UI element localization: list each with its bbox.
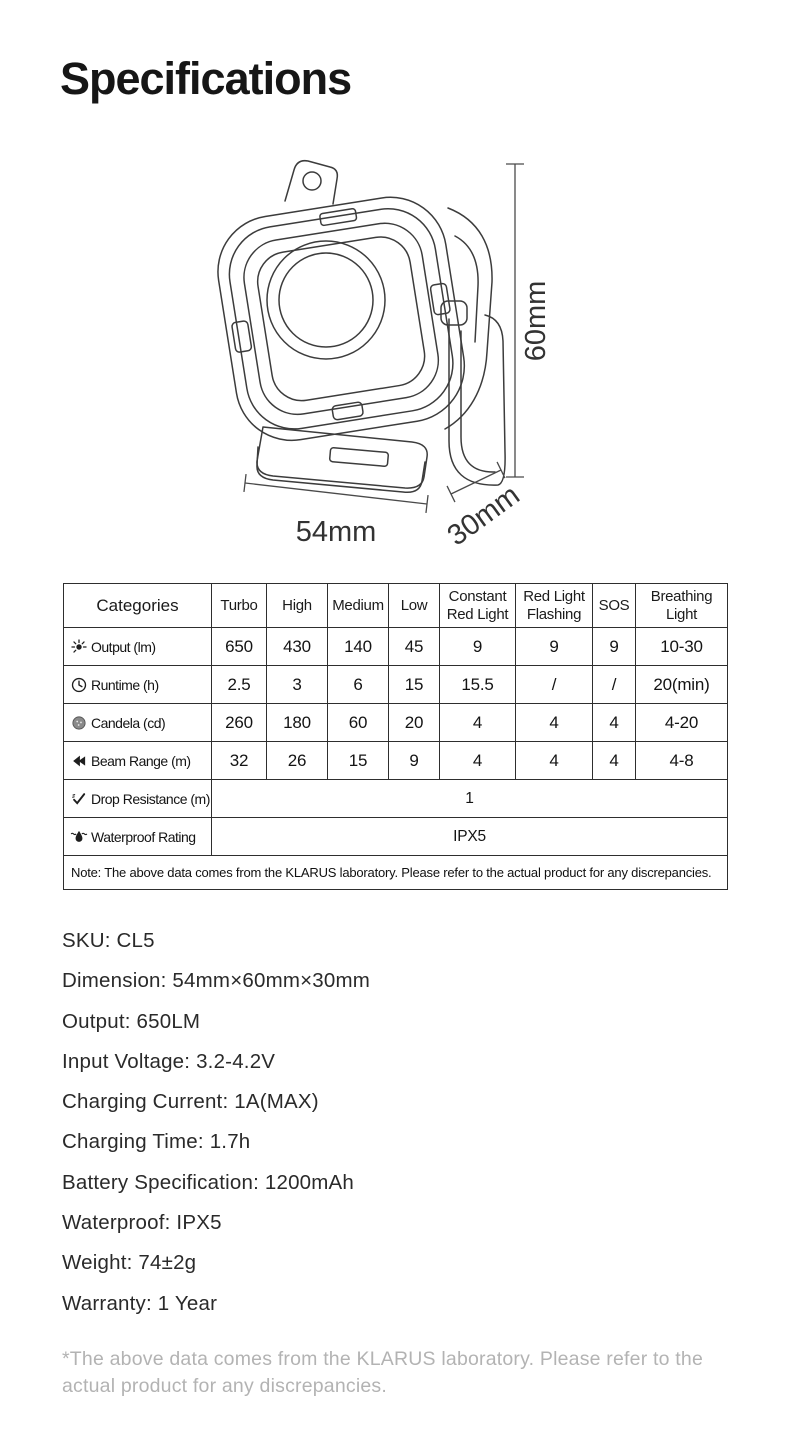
spec-line: Charging Current: 1A(MAX) bbox=[62, 1090, 319, 1114]
table-cell: 4-8 bbox=[636, 742, 728, 780]
table-cell: 10-30 bbox=[636, 628, 728, 666]
spec-table bbox=[63, 583, 728, 890]
spec-line: Charging Time: 1.7h bbox=[62, 1130, 251, 1154]
table-cell-span: 1 bbox=[212, 780, 728, 818]
table-cell: / bbox=[516, 666, 593, 704]
lantern-line-drawing bbox=[210, 161, 505, 493]
row-label-cell bbox=[64, 780, 212, 818]
col-header-8: Breathing Light bbox=[636, 584, 728, 628]
table-cell: 20 bbox=[389, 704, 440, 742]
row-label: Runtime (h) bbox=[91, 676, 159, 693]
table-cell: 9 bbox=[516, 628, 593, 666]
hanging-tab bbox=[285, 161, 337, 204]
table-cell: 140 bbox=[328, 628, 389, 666]
table-cell: 180 bbox=[267, 704, 328, 742]
table-cell: / bbox=[593, 666, 636, 704]
spec-line: SKU: CL5 bbox=[62, 929, 155, 952]
table-cell: 4-20 bbox=[636, 704, 728, 742]
col-header-3: Medium bbox=[328, 584, 389, 628]
row-label-cell bbox=[64, 704, 212, 742]
table-cell: 4 bbox=[516, 742, 593, 780]
row-label-cell bbox=[64, 742, 212, 780]
spec-line: Dimension: 54mm×60mm×30mm bbox=[62, 969, 371, 993]
row-label: Output (lm) bbox=[91, 638, 156, 655]
spec-line: Weight: 74±2g bbox=[62, 1251, 197, 1275]
row-label: Drop Resistance (m) bbox=[91, 790, 210, 807]
table-header-row bbox=[64, 584, 728, 628]
table-row bbox=[64, 780, 728, 818]
row-label: Beam Range (m) bbox=[91, 752, 191, 769]
table-cell: 15.5 bbox=[440, 666, 516, 704]
spec-line: Output: 650LM bbox=[62, 1009, 201, 1033]
table-row bbox=[64, 704, 728, 742]
table-row bbox=[64, 818, 728, 856]
table-cell: 4 bbox=[516, 704, 593, 742]
lens bbox=[267, 241, 385, 359]
table-cell: 15 bbox=[328, 742, 389, 780]
table-cell: 60 bbox=[328, 704, 389, 742]
table-cell: 4 bbox=[593, 742, 636, 780]
row-label-cell bbox=[64, 628, 212, 666]
product-diagram bbox=[120, 140, 590, 580]
page-title: Specifications bbox=[60, 53, 352, 104]
waterproof-icon bbox=[70, 828, 88, 846]
col-header-6: Red Light Flashing bbox=[516, 584, 593, 628]
table-note-row bbox=[64, 856, 728, 890]
beam-range-icon bbox=[70, 752, 88, 770]
table-cell: 650 bbox=[212, 628, 267, 666]
light-output-icon bbox=[70, 638, 88, 656]
col-header-2: High bbox=[267, 584, 328, 628]
table-cell: 4 bbox=[440, 742, 516, 780]
depth-dimension-label: 30mm bbox=[441, 479, 526, 553]
table-cell: 15 bbox=[389, 666, 440, 704]
table-cell: 9 bbox=[440, 628, 516, 666]
spec-line: Battery Specification: 1200mAh bbox=[62, 1170, 355, 1194]
table-cell: 260 bbox=[212, 704, 267, 742]
col-header-0: Categories bbox=[64, 584, 212, 628]
height-dimension-label: 60mm bbox=[520, 280, 552, 362]
width-dimension-label: 54mm bbox=[295, 516, 377, 548]
row-label-cell bbox=[64, 666, 212, 704]
spec-list bbox=[62, 921, 370, 1324]
table-cell-span: IPX5 bbox=[212, 818, 728, 856]
table-row bbox=[64, 666, 728, 704]
table-cell: 2.5 bbox=[212, 666, 267, 704]
table-cell: 45 bbox=[389, 628, 440, 666]
dimension-lines bbox=[244, 164, 524, 513]
col-header-7: SOS bbox=[593, 584, 636, 628]
table-cell: 9 bbox=[593, 628, 636, 666]
drop-resistance-icon bbox=[70, 790, 88, 808]
table-cell: 4 bbox=[593, 704, 636, 742]
clock-icon bbox=[70, 676, 88, 694]
row-label: Waterproof Rating bbox=[91, 828, 196, 845]
table-note: Note: The above data comes from the KLARUS laboratory. Please refer to the actual product for any discrepancies. bbox=[64, 856, 728, 890]
spec-line: Input Voltage: 3.2-4.2V bbox=[62, 1049, 276, 1073]
footnote: *The above data comes from the KLARUS laboratory. Please refer to the actual product for any discrepancies. bbox=[62, 1348, 704, 1397]
candela-icon bbox=[70, 714, 88, 732]
lantern-base bbox=[257, 427, 427, 488]
col-header-4: Low bbox=[389, 584, 440, 628]
col-header-5: Constant Red Light bbox=[440, 584, 516, 628]
table-cell: 430 bbox=[267, 628, 328, 666]
spec-line: Warranty: 1 Year bbox=[62, 1291, 218, 1315]
table-cell: 26 bbox=[267, 742, 328, 780]
stand-bracket bbox=[449, 315, 505, 485]
row-label-cell bbox=[64, 818, 212, 856]
table-cell: 3 bbox=[267, 666, 328, 704]
spec-line: Waterproof: IPX5 bbox=[62, 1211, 222, 1235]
table-row bbox=[64, 628, 728, 666]
table-row bbox=[64, 742, 728, 780]
table-cell: 4 bbox=[440, 704, 516, 742]
table-cell: 9 bbox=[389, 742, 440, 780]
table-cell: 20(min) bbox=[636, 666, 728, 704]
row-label: Candela (cd) bbox=[91, 714, 166, 731]
table-cell: 32 bbox=[212, 742, 267, 780]
col-header-1: Turbo bbox=[212, 584, 267, 628]
table-cell: 6 bbox=[328, 666, 389, 704]
